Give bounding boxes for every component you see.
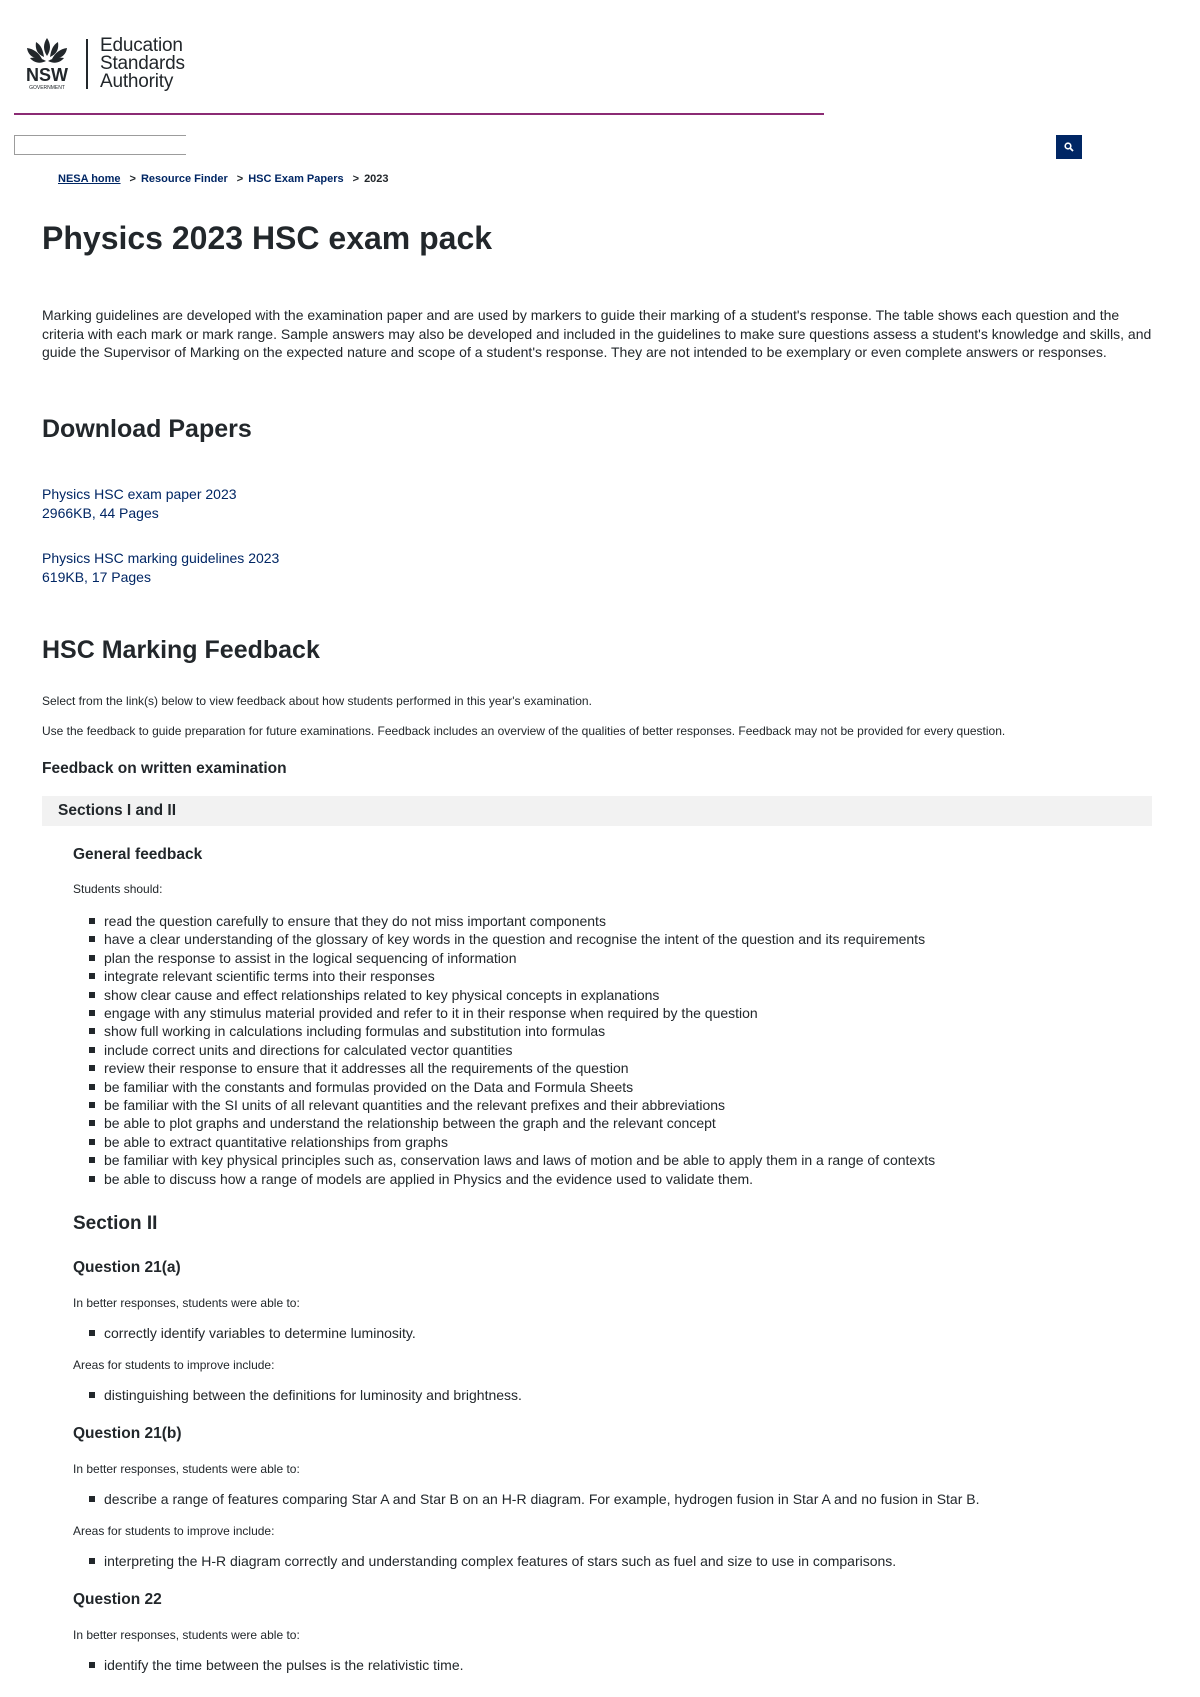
list-item: show clear cause and effect relationships related to key physical concepts in explanations [73,986,935,1004]
list-item: read the question carefully to ensure that they do not miss important components [73,912,935,930]
breadcrumb [58,173,389,185]
list-item: show full working in calculations including formulas and substitution into formulas [73,1022,935,1040]
list-item: interpreting the H-R diagram correctly and understanding complex features of stars such as fuel and size to use in comparisons. [73,1552,896,1570]
page-title: Physics 2023 HSC exam pack [42,220,493,256]
students-should-label: Students should: [73,882,163,896]
svg-text:NSW: NSW [26,65,68,85]
improve-label: Areas for students to improve include: [73,1358,275,1372]
list-item: be able to discuss how a range of models are applied in Physics and the evidence used to validate them. [73,1170,935,1188]
search-icon [1064,142,1074,152]
list-item: integrate relevant scientific terms into their responses [73,967,935,985]
question-heading: Question 21(b) [73,1425,182,1442]
list-item: be able to extract quantitative relationships from graphs [73,1133,935,1151]
general-feedback-list [73,912,935,1188]
nsw-waratah-icon [22,36,72,92]
breadcrumb-link-home[interactable]: NESA home [58,173,121,185]
download-title: Physics HSC marking guidelines 2023 [42,550,280,566]
downloads-heading: Download Papers [42,415,252,443]
list-item: be familiar with the SI units of all relevant quantities and the relevant prefixes and their abbreviations [73,1096,935,1114]
written-exam-heading: Feedback on written examination [42,760,287,777]
list-item: engage with any stimulus material provided and refer to it in their response when required by the question [73,1004,935,1022]
header-divider [14,113,824,115]
question-heading: Question 21(a) [73,1259,181,1276]
feedback-intro: Select from the link(s) below to view feedback about how students performed in this year's examination. [42,694,592,708]
better-responses-label: In better responses, students were able to: [73,1296,300,1310]
download-link-exam-paper[interactable] [42,485,237,522]
intro-paragraph: Marking guidelines are developed with the examination paper and are used by markers to guide their marking of a student's response. The table shows each question and the criteria with each mark or mark range. Sample answers may also be developed and included in the guidelines to make sure questions assess a student's knowledge and skills, and guide the Supervisor of Marking on the expected nature and scope of a student's response. They are not intended to be exemplary or even complete answers or responses. [42,307,1152,360]
list-item: have a clear understanding of the glossary of key words in the question and recognise the intent of the question and its requirements [73,930,935,948]
feedback-heading: HSC Marking Feedback [42,636,320,664]
logo-line: Authority [100,71,174,92]
breadcrumb-link-hsc-exam-papers[interactable]: HSC Exam Papers [248,173,344,185]
better-responses-list [73,1490,980,1508]
list-item: be familiar with the constants and formulas provided on the Data and Formula Sheets [73,1078,935,1096]
svg-text:GOVERNMENT: GOVERNMENT [29,85,65,91]
nesa-logo[interactable] [22,36,185,92]
logo-wordmark [100,37,185,91]
breadcrumb-separator: > [352,173,360,185]
better-responses-list [73,1324,416,1342]
feedback-intro: Use the feedback to guide preparation for future examinations. Feedback includes an overview of the qualities of better responses. Feedback may not be provided for every question. [42,724,1006,738]
site-header [0,0,1200,115]
section-ii-heading: Section II [73,1213,158,1234]
logo-divider [86,39,88,89]
improve-list [73,1386,522,1404]
breadcrumb-separator: > [236,173,244,185]
general-feedback-heading: General feedback [73,846,203,863]
download-meta: 619KB, 17 Pages [42,568,151,585]
list-item: describe a range of features comparing Star A and Star B on an H-R diagram. For example, hydrogen fusion in Star A and no fusion in Star B. [73,1490,980,1508]
download-link-marking-guidelines[interactable] [42,549,279,586]
search-button[interactable] [1056,135,1082,159]
list-item: be familiar with key physical principles such as, conservation laws and laws of motion and be able to apply them in a range of contexts [73,1151,935,1169]
better-responses-list [73,1656,464,1674]
list-item: review their response to ensure that it addresses all the requirements of the question [73,1059,935,1077]
breadcrumb-current: 2023 [364,173,389,185]
download-meta: 2966KB, 44 Pages [42,504,159,521]
better-responses-label: In better responses, students were able to: [73,1462,300,1476]
accordion-sections-i-ii[interactable]: Sections I and II [42,796,1152,826]
better-responses-label: In better responses, students were able to: [73,1628,300,1642]
list-item: include correct units and directions for calculated vector quantities [73,1041,935,1059]
list-item: correctly identify variables to determine luminosity. [73,1324,416,1342]
improve-label: Areas for students to improve include: [73,1524,275,1538]
logo-line: Education [100,35,183,56]
breadcrumb-link-resource-finder[interactable]: Resource Finder [140,173,228,185]
list-item: plan the response to assist in the logical sequencing of information [73,949,935,967]
search-input[interactable] [14,135,186,155]
list-item: be able to plot graphs and understand the relationship between the graph and the relevant concept [73,1114,935,1132]
download-title: Physics HSC exam paper 2023 [42,486,237,502]
question-heading: Question 22 [73,1591,162,1608]
improve-list [73,1552,896,1570]
list-item: identify the time between the pulses is the relativistic time. [73,1656,464,1674]
logo-line: Standards [100,53,185,74]
list-item: distinguishing between the definitions for luminosity and brightness. [73,1386,522,1404]
breadcrumb-separator: > [129,173,136,185]
